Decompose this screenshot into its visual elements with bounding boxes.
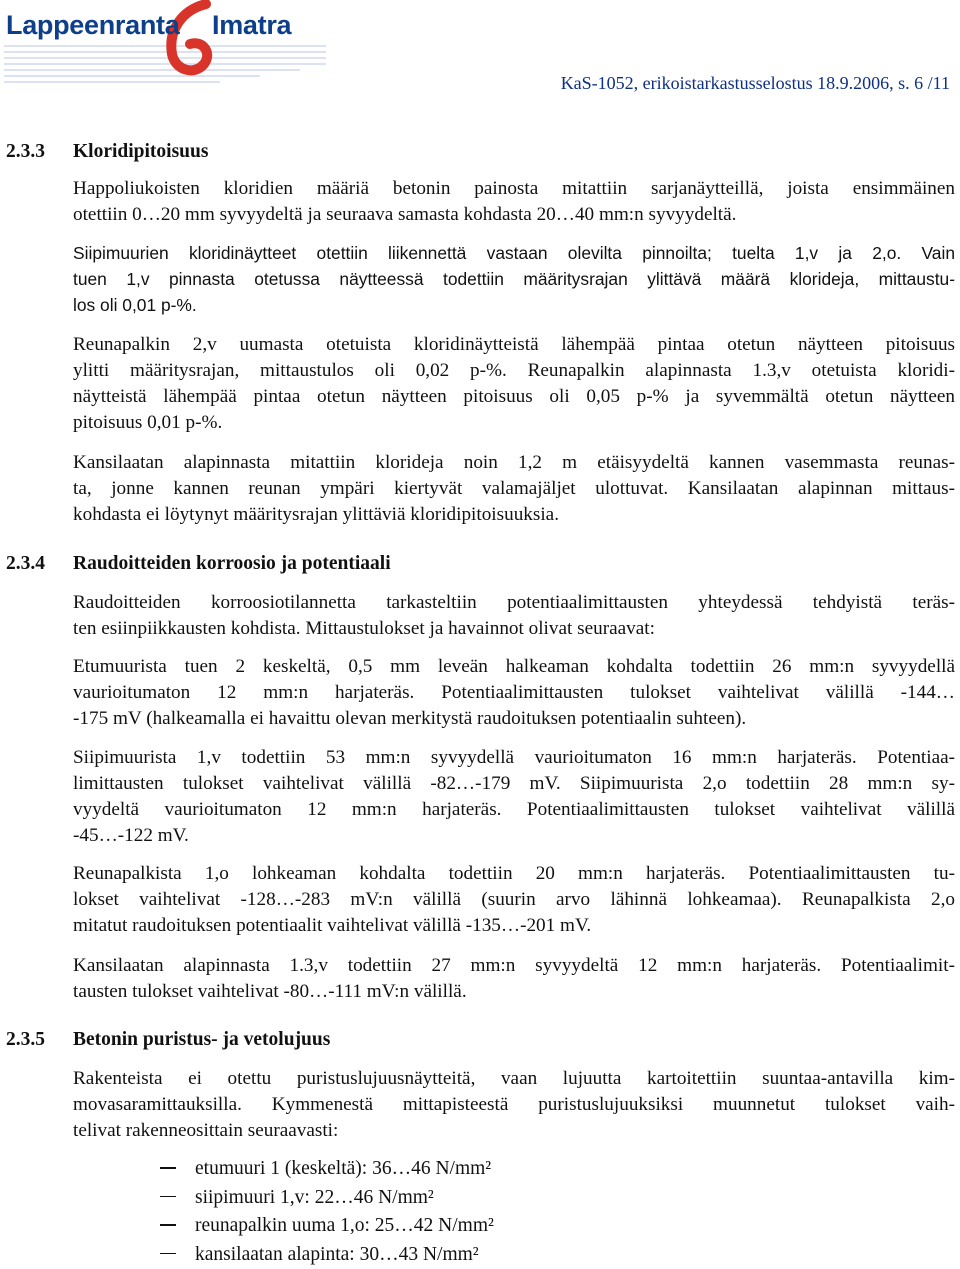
section-title: Betonin puristus- ja vetolujuus [73,1029,331,1050]
text-line: vyydeltä vaurioitumaton 12 mm:n harjateräs. Potentiaalimittausten tulokset vaihtelivat välillä [73,799,955,820]
text-line: Reunapalkista 1,o lohkeaman kohdalta todettiin 20 mm:n harjateräs. Potentiaalimittausten tu- [73,863,955,884]
logo-text-imatra: Imatra [212,10,292,40]
paragraph [73,332,955,436]
list-item-text: etumuuri 1 (keskeltä): 36…46 N/mm² [195,1158,492,1179]
document-reference: KaS-1052, erikoistarkastusselostus 18.9.2006, s. 6 /11 [560,73,950,93]
text-line: Kansilaatan alapinnasta 1.3,v todettiin 27 mm:n syvyydeltä 12 mm:n harjateräs. Potentiaalimit- [73,955,955,976]
dash-bullet [160,1224,176,1226]
text-line: Reunapalkin 2,v uumasta otetuista kloridinäytteistä lähempää pintaa otetun näytteen pitoisuus [73,334,955,355]
logo-text-lappeenranta: Lappeenranta [6,10,180,40]
text-line: vaurioitumaton 12 mm:n harjateräs. Potentiaalimittausten tulokset vaihtelivat välillä -144… [73,682,955,703]
section-title: Raudoitteiden korroosio ja potentiaali [73,553,391,574]
text-line: pitoisuus 0,01 p-%. [73,412,223,433]
dash-bullet [160,1167,176,1169]
text-line: otettiin 0…20 mm syvyydeltä ja seuraava samasta kohdasta 20…40 mm:n syvyydeltä. [73,204,737,225]
paragraph [73,176,955,228]
text-line: -175 mV (halkeamalla ei havaittu olevan merkitystä raudoituksen potentiaalin suhteen). [73,708,747,729]
text-line: näytteistä lähempää pintaa otetun näytteen pitoisuus oli 0,05 p-% ja syvemmältä otetun näytteen [73,386,955,407]
text-line: movasaramittauksilla. Kymmenestä mittapisteestä puristuslujuuksiksi muunnetut tulokset vaih- [73,1094,955,1115]
dash-bullet [160,1253,176,1255]
paragraph [73,861,955,939]
text-line: Siipimuurista 1,v todettiin 53 mm:n syvyydellä vaurioitumaton 16 mm:n harjateräs. Potentiaa- [73,747,955,768]
paragraph [73,953,955,1005]
text-line: lokset vaihtelivat -128…-283 mV:n välillä (suurin arvo lähinnä lohkeamaa). Reunapalkista 2,o [73,889,955,910]
text-line: tausten tulokset vaihtelivat -80…-111 mV:n välillä. [73,981,467,1002]
text-line: kohdasta ei löytynyt määritysrajan ylittäviä kloridipitoisuuksia. [73,504,559,525]
text-line: ten esiinpiikkausten kohdista. Mittaustulokset ja havainnot olivat seuraavat: [73,618,655,639]
list-item-text: reunapalkin uuma 1,o: 25…42 N/mm² [195,1215,494,1236]
text-line: Rakenteista ei otettu puristuslujuusnäytteitä, vaan lujuutta kartoitettiin suuntaa-antavilla kim- [73,1068,955,1089]
text-line: limittausten tulokset vaihtelivat välillä -82…-179 mV. Siipimuurista 2,o todettiin 28 mm:n sy- [73,773,955,794]
list-item-text: kansilaatan alapinta: 30…43 N/mm² [195,1243,479,1265]
section-title: Kloridipitoisuus [73,141,209,162]
paragraph [73,450,955,528]
list-item-text: siipimuuri 1,v: 22…46 N/mm² [195,1186,434,1208]
paragraph [73,240,955,318]
text-line: Happoliukoisten kloridien määriä betonin painosta mitattiin sarjanäytteillä, joista ensimmäinen [73,178,955,199]
section-number: 2.3.5 [6,1029,45,1050]
paragraph [73,654,955,732]
paragraph [73,1066,955,1144]
paragraph [73,745,955,849]
section-number: 2.3.4 [6,553,45,574]
text-line: Raudoitteiden korroosiotilannetta tarkasteltiin potentiaalimittausten yhteydessä tehdyistä teräs- [73,592,955,613]
text-line: telivat rakenneosittain seuraavasti: [73,1120,339,1141]
text-line: los oli 0,01 p-%. [73,295,197,315]
text-line: mitatut raudoituksen potentiaalit vaihtelivat välillä -135…-201 mV. [73,915,592,936]
text-line: ylitti määritysrajan, mittaustulos oli 0,02 p-%. Reunapalkin alapinnasta 1.3,v otetuista kloridi- [73,360,955,381]
university-logo [0,0,330,92]
text-line: Siipimuurien kloridinäytteet otettiin liikennettä vastaan olevilta pinnoilta; tuelta 1,v ja 2,o. Vain [73,243,955,263]
text-line: Etumuurista tuen 2 keskeltä, 0,5 mm leveän halkeaman kohdalta todettiin 26 mm:n syvyydellä [73,656,955,677]
section-number: 2.3.3 [6,141,45,162]
text-line: -45…-122 mV. [73,825,189,846]
text-line: ta, jonne kannen reunan ympäri kiertyvät valamajäljet ulottuvat. Kansilaatan alapinnan mittaus- [73,478,955,499]
text-line: Kansilaatan alapinnasta mitattiin klorideja noin 1,2 m etäisyydeltä kannen vasemmasta reunas- [73,452,955,473]
dash-bullet [160,1196,176,1198]
paragraph [73,590,955,642]
text-line: tuen 1,v pinnasta otetussa näytteessä todettiin määritysrajan ylittävä määrä klorideja, mittaustu- [73,269,955,289]
